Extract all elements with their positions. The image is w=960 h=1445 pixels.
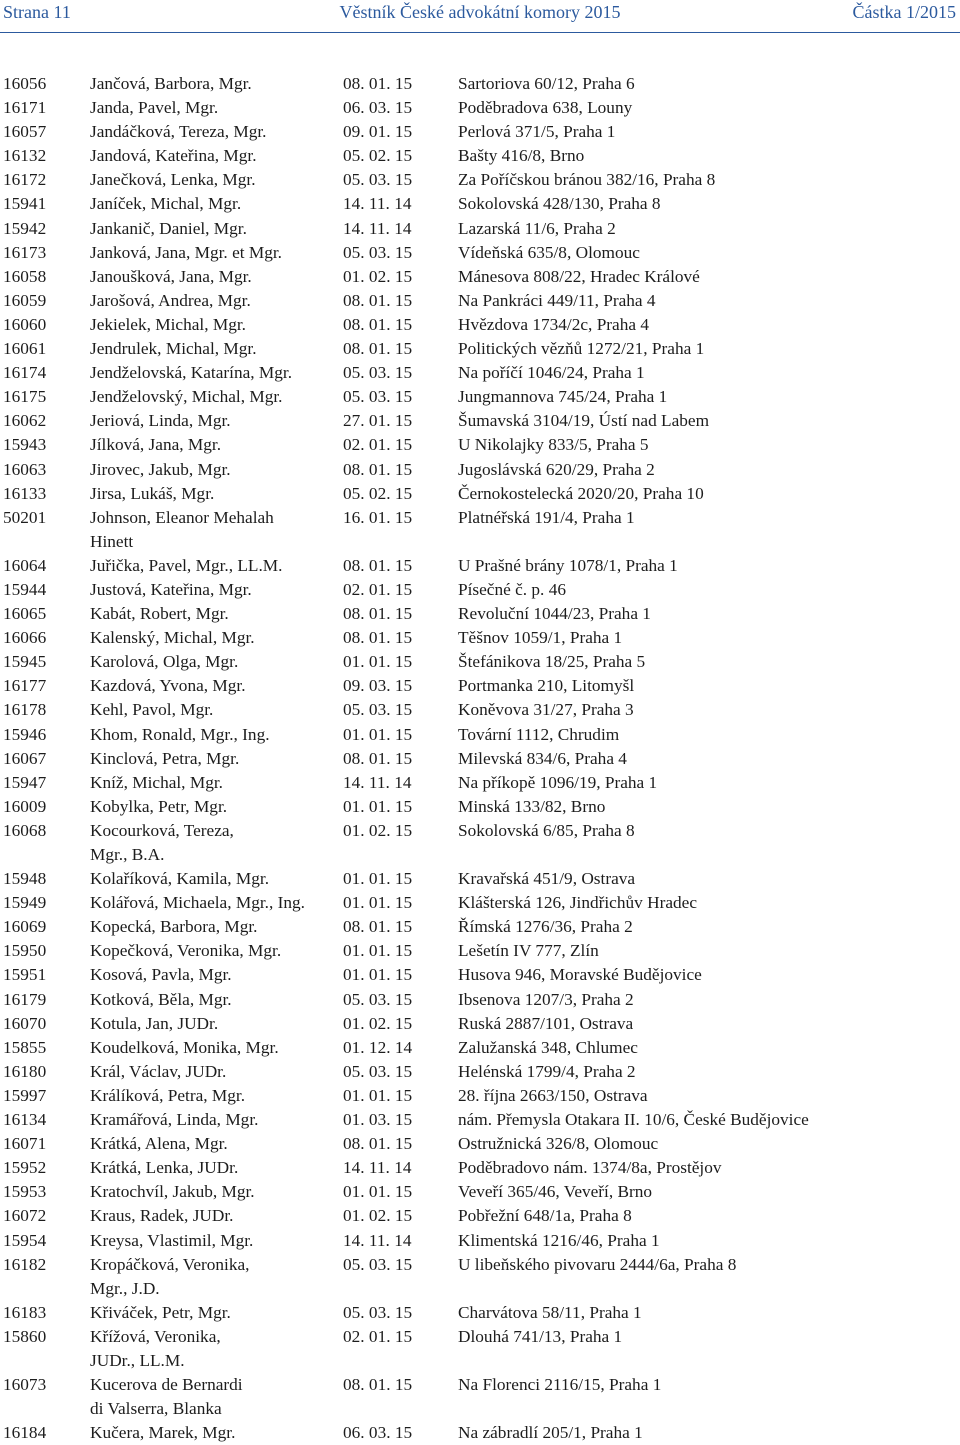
entry-name: Koudelková, Monika, Mgr. (90, 1037, 279, 1057)
entry-address: Ruská 2887/101, Ostrava (458, 1013, 634, 1033)
entry-name: Karolová, Olga, Mgr. (90, 652, 239, 672)
entry-date: 02. 01. 15 (343, 435, 413, 455)
entry-number: 16073 (3, 1375, 47, 1395)
entry-address: 28. října 2663/150, Ostrava (458, 1085, 648, 1105)
entry-address: Ibsenova 1207/3, Praha 2 (458, 989, 634, 1009)
entry-name: Kreysa, Vlastimil, Mgr. (90, 1230, 254, 1250)
entry-address: Poděbradova 638, Louny (458, 98, 633, 118)
entry-number: 16179 (3, 989, 47, 1009)
list-item (0, 1108, 960, 1132)
entry-number: 15954 (3, 1230, 47, 1250)
entry-name: Kehl, Pavol, Mgr. (90, 700, 214, 720)
list-item (0, 554, 960, 578)
list-item (0, 1229, 960, 1253)
entry-name: Kabát, Robert, Mgr. (90, 604, 229, 624)
list-item (0, 1180, 960, 1204)
entry-number: 15860 (3, 1326, 47, 1346)
entry-address: U Prašné brány 1078/1, Praha 1 (458, 555, 678, 575)
list-item (0, 988, 960, 1012)
entry-number: 16056 (3, 74, 47, 93)
entry-number: 16172 (3, 170, 47, 190)
list-item (0, 1012, 960, 1036)
list-item (0, 1204, 960, 1228)
entry-number: 16069 (3, 917, 47, 937)
entry-name: Kobylka, Petr, Mgr. (90, 796, 228, 816)
list-item (0, 1084, 960, 1108)
entry-address: Za Poříčskou bránou 382/16, Praha 8 (458, 170, 716, 190)
entry-name: Kníž, Michal, Mgr. (90, 772, 223, 792)
entry-date: 05. 03. 15 (343, 700, 413, 720)
entry-number: 15948 (3, 869, 47, 889)
entry-name: Jeriová, Linda, Mgr. (90, 411, 231, 431)
entry-address: Tovární 1112, Chrudim (458, 724, 620, 744)
entry-address: Klimentská 1216/46, Praha 1 (458, 1230, 660, 1250)
entry-address: Charvátova 58/11, Praha 1 (458, 1302, 642, 1322)
entry-name: Kucerova de Bernardi di Valserra, Blanka (90, 1375, 243, 1419)
entry-number: 16175 (3, 387, 47, 407)
entry-address: Poděbradovo nám. 1374/8a, Prostějov (458, 1158, 722, 1178)
entry-name: Kolářová, Michaela, Mgr., Ing. (90, 893, 305, 913)
entry-date: 14. 11. 14 (343, 194, 412, 214)
list-item (0, 217, 960, 241)
entry-date: 01. 01. 15 (343, 1182, 413, 1202)
entry-date: 08. 01. 15 (343, 1375, 413, 1395)
entry-name: Kratochvíl, Jakub, Mgr. (90, 1182, 255, 1202)
entry-number: 15997 (3, 1085, 47, 1105)
list-item (0, 313, 960, 337)
list-item (0, 771, 960, 795)
page-number: Strana 11 (3, 2, 71, 22)
entry-number: 16057 (3, 122, 47, 142)
entry-number: 16065 (3, 604, 47, 624)
entry-name: Kinclová, Petra, Mgr. (90, 748, 240, 768)
publication-title: Věstník České advokátní komory 2015 (339, 2, 621, 22)
entry-number: 15942 (3, 218, 47, 238)
entry-date: 05. 03. 15 (343, 1302, 413, 1322)
entry-number: 16132 (3, 146, 47, 166)
entry-number: 16067 (3, 748, 47, 768)
list-item (0, 747, 960, 771)
entry-date: 01. 12. 14 (343, 1037, 413, 1057)
entry-address: Sartoriova 60/12, Praha 6 (458, 74, 635, 93)
entry-name: Kosová, Pavla, Mgr. (90, 965, 232, 985)
entry-date: 08. 01. 15 (343, 917, 413, 937)
entry-address: Perlová 371/5, Praha 1 (458, 122, 616, 142)
entry-address: Milevská 834/6, Praha 4 (458, 748, 627, 768)
entry-name: Janková, Jana, Mgr. et Mgr. (90, 242, 282, 262)
entry-name: Juřička, Pavel, Mgr., LL.M. (90, 555, 283, 575)
list-item (0, 361, 960, 385)
list-item (0, 409, 960, 433)
entry-number: 16184 (3, 1423, 47, 1443)
entry-address: Sokolovská 428/130, Praha 8 (458, 194, 661, 214)
list-item (0, 289, 960, 313)
entry-date: 08. 01. 15 (343, 604, 413, 624)
entry-date: 05. 02. 15 (343, 483, 413, 503)
entry-name: Krátká, Lenka, JUDr. (90, 1158, 239, 1178)
list-item (0, 192, 960, 216)
entry-number: 16182 (3, 1254, 47, 1274)
list-item (0, 96, 960, 120)
list-item (0, 385, 960, 409)
entry-date: 16. 01. 15 (343, 507, 413, 527)
entry-name: Kraus, Radek, JUDr. (90, 1206, 234, 1226)
entry-name: Kotula, Jan, JUDr. (90, 1013, 219, 1033)
entry-address: Ostružnická 326/8, Olomouc (458, 1134, 659, 1154)
entry-name: Kramářová, Linda, Mgr. (90, 1110, 259, 1130)
entry-name: Jarošová, Andrea, Mgr. (90, 290, 251, 310)
entry-address: U Nikolajky 833/5, Praha 5 (458, 435, 649, 455)
entry-name: Jančová, Barbora, Mgr. (90, 74, 252, 93)
entry-name: Jirovec, Jakub, Mgr. (90, 459, 231, 479)
entry-number: 15946 (3, 724, 47, 744)
entry-address: Bašty 416/8, Brno (458, 146, 585, 166)
entry-address: Na příkopě 1096/19, Praha 1 (458, 772, 658, 792)
entry-number: 16009 (3, 796, 47, 816)
list-item (0, 578, 960, 602)
issue-number: Částka 1/2015 (852, 2, 956, 22)
list-item (0, 1325, 960, 1373)
entry-address: Helénská 1799/4, Praha 2 (458, 1061, 636, 1081)
entry-name: Justová, Kateřina, Mgr. (90, 579, 252, 599)
entry-date: 14. 11. 14 (343, 1158, 412, 1178)
entry-number: 16177 (3, 676, 47, 696)
entry-date: 08. 01. 15 (343, 314, 413, 334)
list-item (0, 144, 960, 168)
entry-address: Na Pankráci 449/11, Praha 4 (458, 290, 656, 310)
entry-number: 15943 (3, 435, 47, 455)
entry-address: Lazarská 11/6, Praha 2 (458, 218, 616, 238)
entry-address: Zalužanská 348, Chlumec (458, 1037, 638, 1057)
entry-address: Pobřežní 648/1a, Praha 8 (458, 1206, 632, 1226)
entry-date: 08. 01. 15 (343, 74, 413, 93)
entry-name: Jekielek, Michal, Mgr. (90, 314, 246, 334)
entry-address: Klášterská 126, Jindřichův Hradec (458, 893, 697, 913)
entry-address: Portmanka 210, Litomyšl (458, 676, 635, 696)
entry-number: 16064 (3, 555, 47, 575)
entry-address: Husova 946, Moravské Budějovice (458, 965, 702, 985)
entry-date: 05. 02. 15 (343, 146, 413, 166)
entry-number: 15952 (3, 1158, 47, 1178)
entry-name: Kazdová, Yvona, Mgr. (90, 676, 246, 696)
list-item (0, 72, 960, 96)
entry-number: 16068 (3, 820, 47, 840)
list-item (0, 915, 960, 939)
entry-address: Mánesova 808/22, Hradec Králové (458, 266, 700, 286)
entry-name: Kocourková, Tereza, Mgr., B.A. (90, 820, 234, 864)
entry-address: Hvězdova 1734/2c, Praha 4 (458, 314, 649, 334)
entry-number: 16171 (3, 98, 47, 118)
list-item (0, 1421, 960, 1445)
entry-name: Jirsa, Lukáš, Mgr. (90, 483, 215, 503)
entry-date: 01. 02. 15 (343, 266, 413, 286)
entry-number: 16174 (3, 363, 47, 383)
entry-number: 16061 (3, 339, 47, 359)
list-item (0, 1301, 960, 1325)
header-rule (0, 32, 960, 33)
entry-date: 09. 03. 15 (343, 676, 413, 696)
list-item (0, 650, 960, 674)
entry-number: 16070 (3, 1013, 47, 1033)
entry-number: 16178 (3, 700, 47, 720)
entry-date: 27. 01. 15 (343, 411, 413, 431)
list-item (0, 939, 960, 963)
list-item (0, 1373, 960, 1421)
entry-date: 08. 01. 15 (343, 555, 413, 575)
list-item (0, 1060, 960, 1084)
entry-date: 05. 03. 15 (343, 1061, 413, 1081)
entry-date: 06. 03. 15 (343, 98, 413, 118)
list-item (0, 963, 960, 987)
entry-date: 01. 01. 15 (343, 893, 413, 913)
entry-date: 05. 03. 15 (343, 1254, 413, 1274)
entry-date: 08. 01. 15 (343, 748, 413, 768)
entry-number: 16183 (3, 1302, 47, 1322)
entry-name: Kotková, Běla, Mgr. (90, 989, 232, 1009)
list-item (0, 337, 960, 361)
entry-date: 01. 01. 15 (343, 724, 413, 744)
entry-address: Politických vězňů 1272/21, Praha 1 (458, 339, 705, 359)
list-item (0, 891, 960, 915)
entry-name: Khom, Ronald, Mgr., Ing. (90, 724, 270, 744)
entry-name: Jendželovská, Katarína, Mgr. (90, 363, 293, 383)
entry-name: Kopečková, Veronika, Mgr. (90, 941, 282, 961)
page-header (0, 2, 960, 28)
entry-name: Jankanič, Daniel, Mgr. (90, 218, 247, 238)
list-item (0, 241, 960, 265)
list-item (0, 795, 960, 819)
entry-address: Sokolovská 6/85, Praha 8 (458, 820, 635, 840)
list-item (0, 1253, 960, 1301)
entry-address: Veveří 365/46, Veveří, Brno (458, 1182, 653, 1202)
entry-date: 05. 03. 15 (343, 387, 413, 407)
entry-date: 14. 11. 14 (343, 772, 412, 792)
list-item (0, 674, 960, 698)
entry-date: 01. 01. 15 (343, 652, 413, 672)
list-item (0, 1132, 960, 1156)
list-item (0, 723, 960, 747)
entry-number: 16060 (3, 314, 47, 334)
entry-number: 15951 (3, 965, 47, 985)
entry-date: 08. 01. 15 (343, 628, 413, 648)
entry-date: 05. 03. 15 (343, 363, 413, 383)
entry-number: 16059 (3, 290, 47, 310)
entry-date: 14. 11. 14 (343, 1230, 412, 1250)
entry-address: Štefánikova 18/25, Praha 5 (458, 652, 646, 672)
entry-name: Kopecká, Barbora, Mgr. (90, 917, 258, 937)
register-list (0, 72, 960, 1445)
entry-address: Římská 1276/36, Praha 2 (458, 917, 633, 937)
entry-address: Na Florenci 2116/15, Praha 1 (458, 1375, 662, 1395)
entry-date: 14. 11. 14 (343, 218, 412, 238)
entry-address: Lešetín IV 777, Zlín (458, 941, 599, 961)
list-item (0, 265, 960, 289)
entry-number: 16063 (3, 459, 47, 479)
list-item (0, 819, 960, 867)
entry-date: 01. 01. 15 (343, 941, 413, 961)
entry-number: 15947 (3, 772, 47, 792)
entry-address: Šumavská 3104/19, Ústí nad Labem (458, 411, 710, 431)
list-item (0, 602, 960, 626)
entry-date: 08. 01. 15 (343, 459, 413, 479)
entry-address: Revoluční 1044/23, Praha 1 (458, 604, 651, 624)
entry-number: 15855 (3, 1037, 47, 1057)
entry-date: 05. 03. 15 (343, 989, 413, 1009)
entry-address: Jungmannova 745/24, Praha 1 (458, 387, 668, 407)
entry-name: Janečková, Lenka, Mgr. (90, 170, 256, 190)
list-item (0, 626, 960, 650)
entry-number: 15953 (3, 1182, 47, 1202)
entry-date: 02. 01. 15 (343, 579, 413, 599)
entry-number: 16066 (3, 628, 47, 648)
entry-number: 16173 (3, 242, 47, 262)
entry-date: 08. 01. 15 (343, 290, 413, 310)
list-item (0, 458, 960, 482)
entry-name: Krátká, Alena, Mgr. (90, 1134, 228, 1154)
entry-name: Janoušková, Jana, Mgr. (90, 266, 252, 286)
list-item (0, 433, 960, 457)
entry-name: Kučera, Marek, Mgr. (90, 1423, 236, 1443)
entry-name: Kropáčková, Veronika, Mgr., J.D. (90, 1254, 250, 1298)
entry-address: Černokostelecká 2020/20, Praha 10 (458, 483, 704, 503)
entry-name: Křížová, Veronika, JUDr., LL.M. (90, 1326, 221, 1370)
entry-address: Jugoslávská 620/29, Praha 2 (458, 459, 655, 479)
entry-name: Králíková, Petra, Mgr. (90, 1085, 246, 1105)
entry-date: 06. 03. 15 (343, 1423, 413, 1443)
entry-date: 01. 02. 15 (343, 1206, 413, 1226)
list-item (0, 168, 960, 192)
entry-name: Johnson, Eleanor Mehalah Hinett (90, 507, 274, 551)
entry-number: 15945 (3, 652, 47, 672)
entry-address: Platnéřská 191/4, Praha 1 (458, 507, 635, 527)
list-item (0, 1156, 960, 1180)
list-item (0, 506, 960, 554)
list-item (0, 482, 960, 506)
entry-date: 09. 01. 15 (343, 122, 413, 142)
list-item (0, 867, 960, 891)
entry-date: 01. 01. 15 (343, 796, 413, 816)
entry-name: Jílková, Jana, Mgr. (90, 435, 222, 455)
entry-address: Dlouhá 741/13, Praha 1 (458, 1326, 623, 1346)
entry-number: 15950 (3, 941, 47, 961)
list-item (0, 1036, 960, 1060)
entry-number: 16071 (3, 1134, 47, 1154)
entry-address: Kravařská 451/9, Ostrava (458, 869, 636, 889)
entry-number: 16180 (3, 1061, 47, 1081)
entry-address: U libeňského pivovaru 2444/6a, Praha 8 (458, 1254, 737, 1274)
list-item (0, 120, 960, 144)
entry-date: 01. 01. 15 (343, 869, 413, 889)
entry-date: 01. 02. 15 (343, 1013, 413, 1033)
entry-number: 16058 (3, 266, 47, 286)
entry-date: 01. 01. 15 (343, 1085, 413, 1105)
entry-number: 16072 (3, 1206, 47, 1226)
entry-number: 16134 (3, 1110, 47, 1130)
entry-name: Janda, Pavel, Mgr. (90, 98, 219, 118)
entry-name: Jendželovský, Michal, Mgr. (90, 387, 283, 407)
entry-address: Minská 133/82, Brno (458, 796, 606, 816)
entry-address: Těšnov 1059/1, Praha 1 (458, 628, 623, 648)
entry-address: Na zábradlí 205/1, Praha 1 (458, 1423, 643, 1443)
entry-date: 05. 03. 15 (343, 170, 413, 190)
list-item (0, 698, 960, 722)
entry-address: nám. Přemysla Otakara II. 10/6, České Budějovice (458, 1110, 809, 1130)
entry-date: 01. 03. 15 (343, 1110, 413, 1130)
entry-name: Jandáčková, Tereza, Mgr. (90, 122, 267, 142)
entry-name: Kalenský, Michal, Mgr. (90, 628, 255, 648)
entry-address: Vídeňská 635/8, Olomouc (458, 242, 640, 262)
entry-address: Koněvova 31/27, Praha 3 (458, 700, 634, 720)
entry-name: Křiváček, Petr, Mgr. (90, 1302, 231, 1322)
entry-number: 15941 (3, 194, 47, 214)
entry-date: 05. 03. 15 (343, 242, 413, 262)
entry-name: Kolaříková, Kamila, Mgr. (90, 869, 270, 889)
entry-name: Jendrulek, Michal, Mgr. (90, 339, 257, 359)
entry-number: 16133 (3, 483, 47, 503)
entry-name: Jandová, Kateřina, Mgr. (90, 146, 257, 166)
entry-date: 01. 02. 15 (343, 820, 413, 840)
entry-number: 15949 (3, 893, 47, 913)
entry-name: Král, Václav, JUDr. (90, 1061, 227, 1081)
entry-date: 02. 01. 15 (343, 1326, 413, 1346)
entry-name: Janíček, Michal, Mgr. (90, 194, 242, 214)
entry-date: 08. 01. 15 (343, 1134, 413, 1154)
entry-date: 08. 01. 15 (343, 339, 413, 359)
entry-address: Písečné č. p. 46 (458, 579, 566, 599)
entry-number: 16062 (3, 411, 47, 431)
entry-number: 50201 (3, 507, 47, 527)
entry-address: Na poříčí 1046/24, Praha 1 (458, 363, 645, 383)
entry-number: 15944 (3, 579, 47, 599)
entry-date: 01. 01. 15 (343, 965, 413, 985)
